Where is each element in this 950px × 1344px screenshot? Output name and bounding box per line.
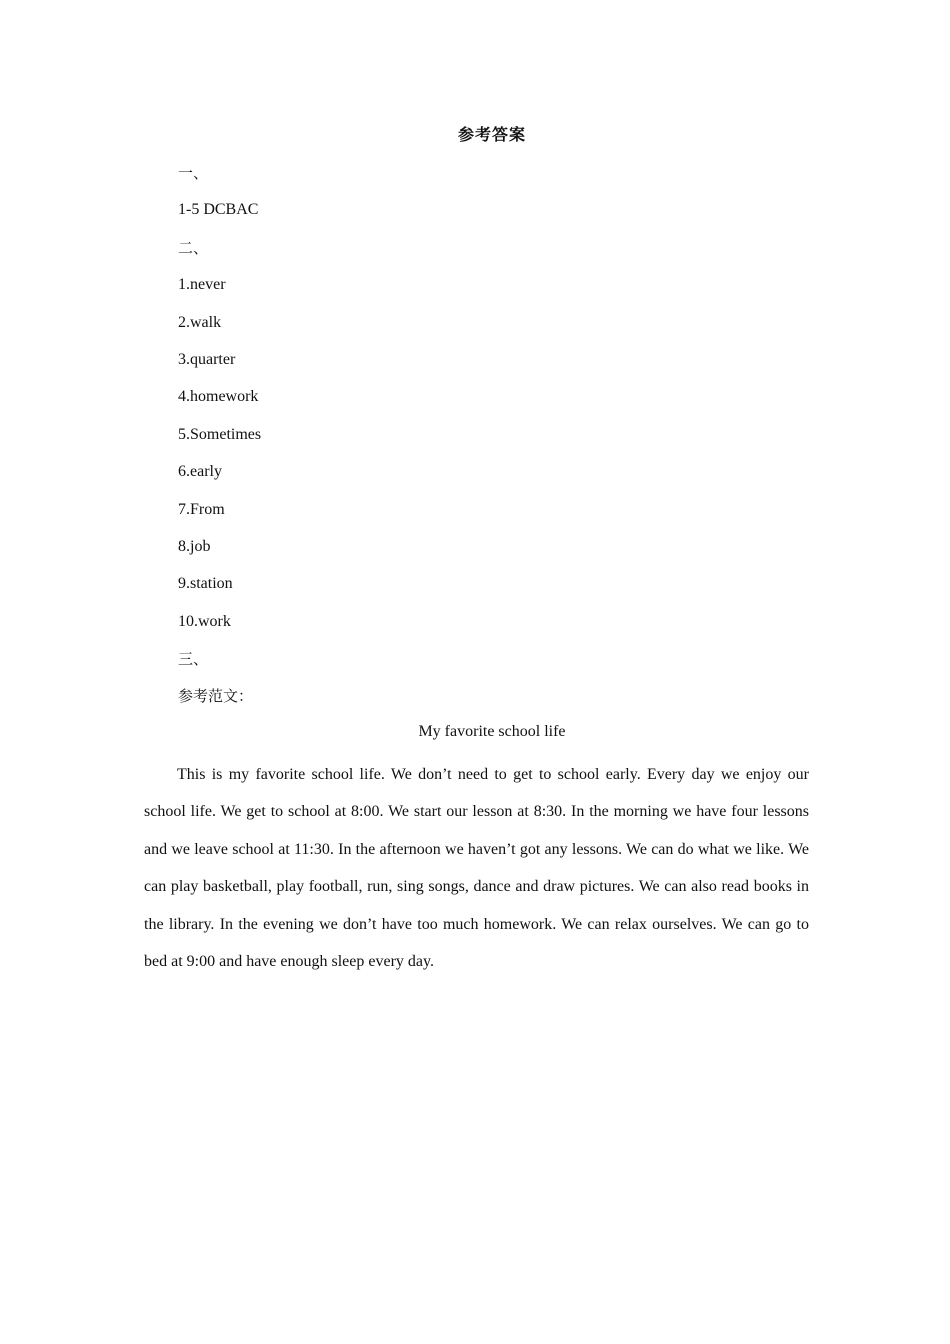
- sample-essay-label: 参考范文：: [178, 687, 254, 706]
- section-2-label: 二、: [178, 238, 209, 257]
- answer-item-9: 9.station: [178, 575, 233, 593]
- section-1-answer: 1-5 DCBAC: [178, 201, 259, 219]
- section-1-label: 一、: [178, 164, 209, 182]
- answer-list: [178, 158, 778, 719]
- answer-item-5: 5.Sometimes: [178, 425, 262, 443]
- page-title: 参考答案: [457, 125, 526, 144]
- answer-item-7: 7.From: [178, 500, 225, 518]
- answer-item-1: 1.never: [178, 276, 226, 294]
- answer-item-8: 8.job: [178, 537, 211, 555]
- section-3-label: 三、: [178, 650, 209, 669]
- essay-body: This is my favorite school life. We don’t need to get to school early. Every day we enjoy our school life. We get to school at 8:00. We start our lesson at 8:30. In the morning we have four lessons and we leave school at 11:30. In the afternoon we haven’t got any lessons. We can do what we like. We can play basketball, play football, run, sing songs, dance and draw pictures. We can also read books in the library. In the evening we don’t have too much homework. We can relax ourselves. We can go to bed at 9:00 and have enough sleep every day.: [144, 766, 809, 971]
- answer-item-2: 2.walk: [178, 313, 222, 331]
- answer-item-10: 10.work: [178, 612, 231, 630]
- answer-item-3: 3.quarter: [178, 350, 236, 368]
- essay-title: My favorite school life: [418, 723, 566, 740]
- answer-item-6: 6.early: [178, 463, 222, 481]
- answer-item-4: 4.homework: [178, 388, 259, 406]
